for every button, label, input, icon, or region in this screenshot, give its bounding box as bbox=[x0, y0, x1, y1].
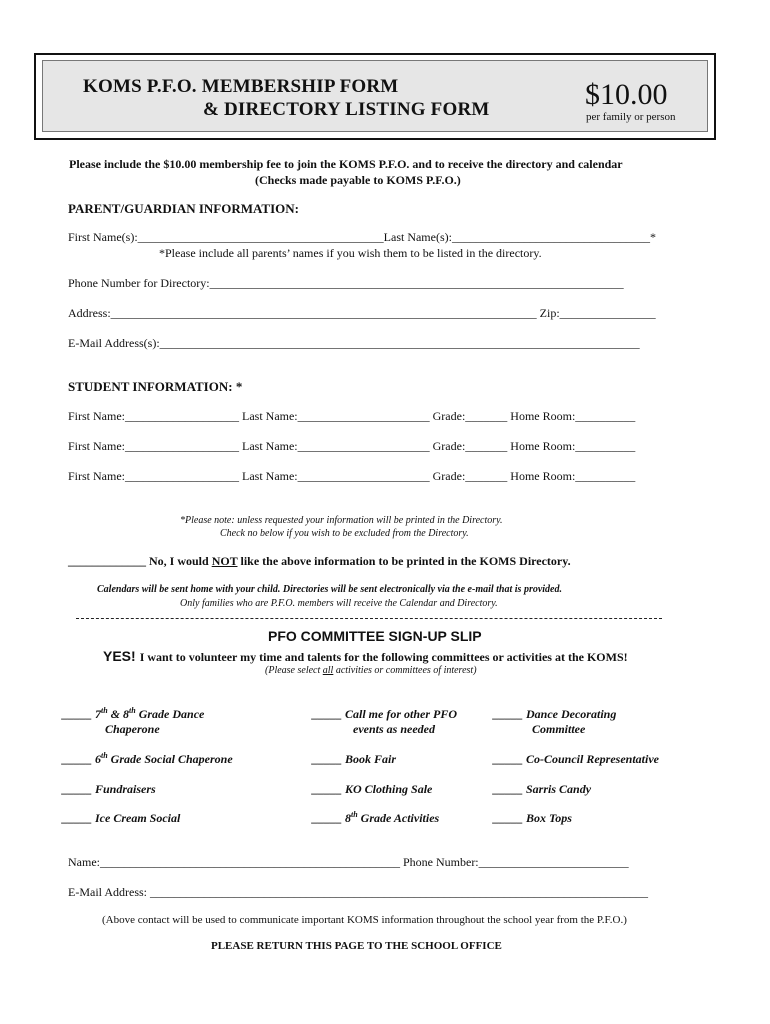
committee-sup: th bbox=[101, 751, 108, 760]
address-field[interactable]: Address:_______________________________________________________________________ Zip:________________ bbox=[68, 306, 656, 320]
committee-text: Dance Decorating bbox=[526, 707, 617, 721]
price-note: per family or person bbox=[586, 111, 676, 123]
committee-sup: th bbox=[351, 810, 358, 819]
select-note-all: all bbox=[322, 665, 334, 676]
contact-note: (Above contact will be used to communicate important KOMS information throughout the school year from the P.F.O.) bbox=[102, 914, 627, 926]
directory-opt-out[interactable] bbox=[68, 554, 571, 569]
committee-blank[interactable]: _____ bbox=[493, 707, 523, 721]
committee-text: Call me for other PFO bbox=[345, 707, 458, 721]
select-note-post: activities or committees of interest) bbox=[333, 665, 477, 676]
committee-text: KO Clothing Sale bbox=[345, 782, 433, 796]
volunteer-name-phone-field[interactable]: Name:__________________________________________________ Phone Number:_________________________ bbox=[68, 855, 629, 869]
committee-text: Ice Cream Social bbox=[95, 811, 181, 825]
student-heading: STUDENT INFORMATION: * bbox=[68, 379, 243, 394]
committee-sup: th bbox=[101, 706, 108, 715]
slip-title: PFO COMMITTEE SIGN-UP SLIP bbox=[268, 628, 482, 644]
committee-blank[interactable]: _____ bbox=[62, 707, 92, 721]
directory-note-line1: *Please note: unless requested your information will be printed in the Directory. bbox=[180, 515, 503, 526]
committee-8th-grade-activities[interactable] bbox=[312, 811, 439, 826]
calendar-note-line2: Only families who are P.F.O. members will receive the Calendar and Directory. bbox=[180, 598, 498, 609]
committee-blank[interactable]: _____ bbox=[312, 752, 342, 766]
committee-dance-decorating[interactable] bbox=[493, 707, 616, 722]
directory-phone-field[interactable]: Phone Number for Directory:_____________________________________________________________________ bbox=[68, 276, 624, 290]
student-row[interactable]: First Name:___________________ Last Name:______________________ Grade:_______ Home Room:__________ bbox=[68, 469, 636, 483]
committee-text: Grade Activities bbox=[357, 811, 440, 825]
committee-text: Sarris Candy bbox=[526, 782, 592, 796]
committee-blank[interactable]: _____ bbox=[62, 811, 92, 825]
opt-out-blank[interactable]: _____________ bbox=[68, 554, 146, 568]
committee-dance-chaperone-line2: Chaperone bbox=[105, 722, 160, 736]
committee-text: Co-Council Representative bbox=[526, 752, 659, 766]
committee-blank[interactable]: _____ bbox=[312, 782, 342, 796]
committee-blank[interactable]: _____ bbox=[493, 811, 523, 825]
cut-line bbox=[76, 618, 662, 619]
opt-out-not: NOT bbox=[211, 554, 238, 568]
committee-blank[interactable]: _____ bbox=[312, 811, 342, 825]
directory-note-line2: Check no below if you wish to be excluded from the Directory. bbox=[220, 528, 469, 539]
membership-price: $10.00 bbox=[585, 78, 668, 111]
committee-clothing-sale[interactable] bbox=[312, 782, 432, 797]
form-title-line1: KOMS P.F.O. MEMBERSHIP FORM bbox=[83, 76, 399, 97]
parent-names-field[interactable]: First Name(s):_________________________________________Last Name(s):_________________________________* bbox=[68, 230, 656, 244]
committee-sarris-candy[interactable] bbox=[493, 782, 591, 797]
committee-text: Grade Dance bbox=[135, 707, 205, 721]
parent-email-field[interactable]: E-Mail Address(s):________________________________________________________________________________ bbox=[68, 336, 640, 350]
intro-line2: (Checks made payable to KOMS P.F.O.) bbox=[255, 173, 461, 187]
return-instruction: PLEASE RETURN THIS PAGE TO THE SCHOOL OFFICE bbox=[211, 940, 502, 952]
committee-co-council[interactable] bbox=[493, 752, 659, 767]
committee-social-chaperone[interactable] bbox=[62, 752, 233, 767]
committee-sup: th bbox=[129, 706, 136, 715]
committee-text: 7 bbox=[95, 707, 101, 721]
committee-text: Book Fair bbox=[345, 752, 397, 766]
parent-names-note: *Please include all parents’ names if you wish them to be listed in the directory. bbox=[159, 246, 542, 260]
opt-out-pre: No, I would bbox=[146, 554, 212, 568]
slip-yes-line bbox=[103, 648, 628, 666]
opt-out-post: like the above information to be printed in the KOMS Directory. bbox=[237, 554, 571, 568]
committee-text: 6 bbox=[95, 752, 101, 766]
committee-text: & 8 bbox=[107, 707, 130, 721]
committee-book-fair[interactable] bbox=[312, 752, 396, 767]
form-title-line2: & DIRECTORY LISTING FORM bbox=[203, 99, 490, 120]
committee-dance-chaperone[interactable] bbox=[62, 707, 204, 722]
committee-blank[interactable]: _____ bbox=[312, 707, 342, 721]
committee-blank[interactable]: _____ bbox=[493, 782, 523, 796]
slip-yes-text: I want to volunteer my time and talents for the following committees or activities at the KOMS! bbox=[139, 650, 628, 664]
student-row[interactable]: First Name:___________________ Last Name:______________________ Grade:_______ Home Room:__________ bbox=[68, 439, 636, 453]
committee-text: Fundraisers bbox=[95, 782, 156, 796]
student-row[interactable]: First Name:___________________ Last Name:______________________ Grade:_______ Home Room:__________ bbox=[68, 409, 636, 423]
committee-text: 8 bbox=[345, 811, 351, 825]
committee-box-tops[interactable] bbox=[493, 811, 572, 826]
committee-dance-decorating-line2: Committee bbox=[532, 722, 586, 736]
parent-heading: PARENT/GUARDIAN INFORMATION: bbox=[68, 201, 299, 216]
intro-line1: Please include the $10.00 membership fee to join the KOMS P.F.O. and to receive the directory and calendar bbox=[69, 157, 623, 171]
committee-call-me[interactable] bbox=[312, 707, 457, 722]
committee-blank[interactable]: _____ bbox=[493, 752, 523, 766]
volunteer-email-field[interactable]: E-Mail Address: ___________________________________________________________________________________ bbox=[68, 885, 648, 899]
committee-text: Grade Social Chaperone bbox=[107, 752, 233, 766]
committee-ice-cream-social[interactable] bbox=[62, 811, 180, 826]
calendar-note-line1: Calendars will be sent home with your child. Directories will be sent electronically via the e-mail that is provided. bbox=[97, 584, 562, 595]
committee-call-me-line2: events as needed bbox=[353, 722, 435, 736]
committee-blank[interactable]: _____ bbox=[62, 782, 92, 796]
committee-blank[interactable]: _____ bbox=[62, 752, 92, 766]
slip-select-note bbox=[265, 665, 477, 676]
committee-fundraisers[interactable] bbox=[62, 782, 156, 797]
slip-yes: YES! bbox=[103, 648, 136, 664]
committee-text: Box Tops bbox=[526, 811, 572, 825]
select-note-pre: (Please select bbox=[265, 665, 323, 676]
